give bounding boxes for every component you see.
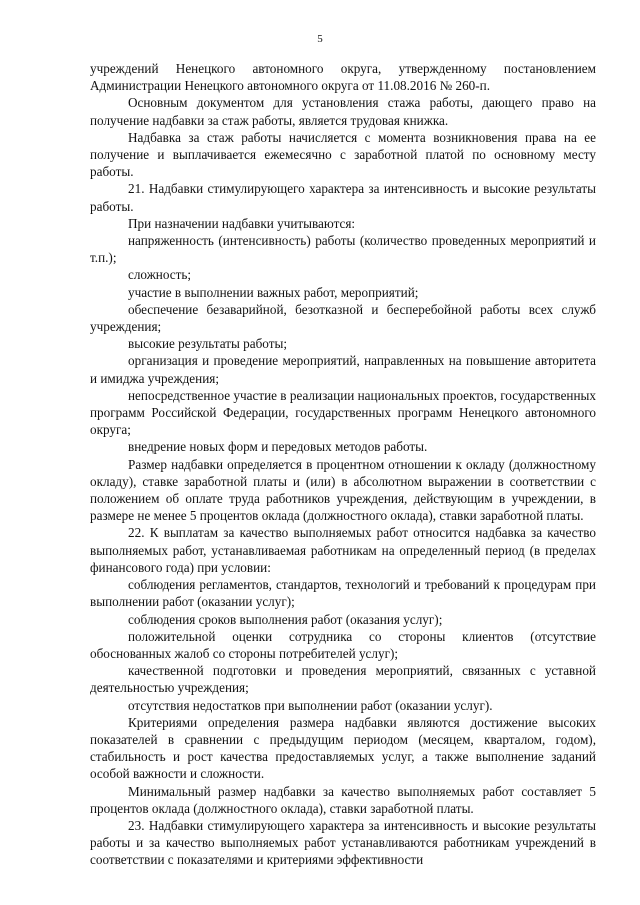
list-item: соблюдения сроков выполнения работ (оказания услуг); (128, 611, 443, 627)
section-22-heading: 22. К выплатам за качество выполняемых работ относится надбавка за качество выполняемых работ, устанавливаемая работникам на определенный период (в пределах финансового года) при условии: (90, 525, 596, 575)
paragraph: При назначении надбавки учитываются: (128, 215, 356, 231)
section-21-heading: 21. Надбавки стимулирующего характера за интенсивность и высокие результаты работы. (90, 181, 596, 214)
section-23-heading: 23. Надбавки стимулирующего характера за интенсивность и высокие результаты работы и за качество выполняемых работ устанавливаются работникам учреждений в соответствии с показателями и критериями эффективности (90, 817, 596, 868)
list-item: обеспечение безаварийной, безотказной и бесперебойной работы всех служб учреждения; (90, 301, 596, 335)
list-item: внедрение новых форм и передовых методов работы. (128, 439, 428, 455)
list-item: соблюдения регламентов, стандартов, технологий и требований к процедурам при выполнении работ (оказании услуг); (90, 577, 596, 610)
paragraph: Основным документом для установления стажа работы, дающего право на получение надбавки за стаж работы, является трудовая книжка. (90, 95, 596, 128)
list-item: непосредственное участие в реализации национальных проектов, государственных программ Российской Федерации, государственных программ Ненецкого автономного округа; (90, 387, 596, 438)
paragraph: Критериями определения размера надбавки являются достижение высоких показателей в сравнении с предыдущим периодом (месяцем, кварталом, годом), стабильность и рост качества предоставляемых услуг, а также выполнение заданий особой важности и сложности. (90, 714, 596, 782)
document-body (90, 60, 596, 869)
list-item: качественной подготовки и проведения мероприятий, связанных с уставной деятельностью учреждения; (90, 663, 596, 696)
paragraph: учреждений Ненецкого автономного округа, утвержденному постановлением Администрации Ненецкого автономного округа от 11.08.2016 № 260-п. (90, 61, 596, 94)
list-item: положительной оценки сотрудника со стороны клиентов (отсутствие обоснованных жалоб со стороны потребителей услуг); (90, 628, 596, 661)
page-number: 5 (317, 33, 323, 45)
paragraph: Размер надбавки определяется в процентном отношении к окладу (должностному окладу), ставке заработной платы и (или) в абсолютном выражении в соответствии с положением об оплате труда работников учреждения, действующим в учреждении, в размере не менее 5 процентов оклада (должностного оклада), ставки заработной платы. (90, 456, 596, 524)
list-item: напряженность (интенсивность) работы (количество проведенных мероприятий и т.п.); (90, 233, 596, 266)
list-item: отсутствия недостатков при выполнении работ (оказании услуг). (128, 697, 493, 713)
list-item: организация и проведение мероприятий, направленных на повышение авторитета и имиджа учреждения; (90, 353, 596, 386)
paragraph: Надбавка за стаж работы начисляется с момента возникновения права на ее получение и выплачивается ежемесячно с заработной платой по основному месту работы. (90, 129, 596, 180)
list-item: участие в выполнении важных работ, мероприятий; (128, 284, 419, 300)
paragraph: Минимальный размер надбавки за качество выполняемых работ составляет 5 процентов оклада (должностного оклада), ставки заработной платы. (90, 783, 596, 816)
list-item: сложность; (128, 267, 192, 283)
list-item: высокие результаты работы; (128, 336, 288, 352)
